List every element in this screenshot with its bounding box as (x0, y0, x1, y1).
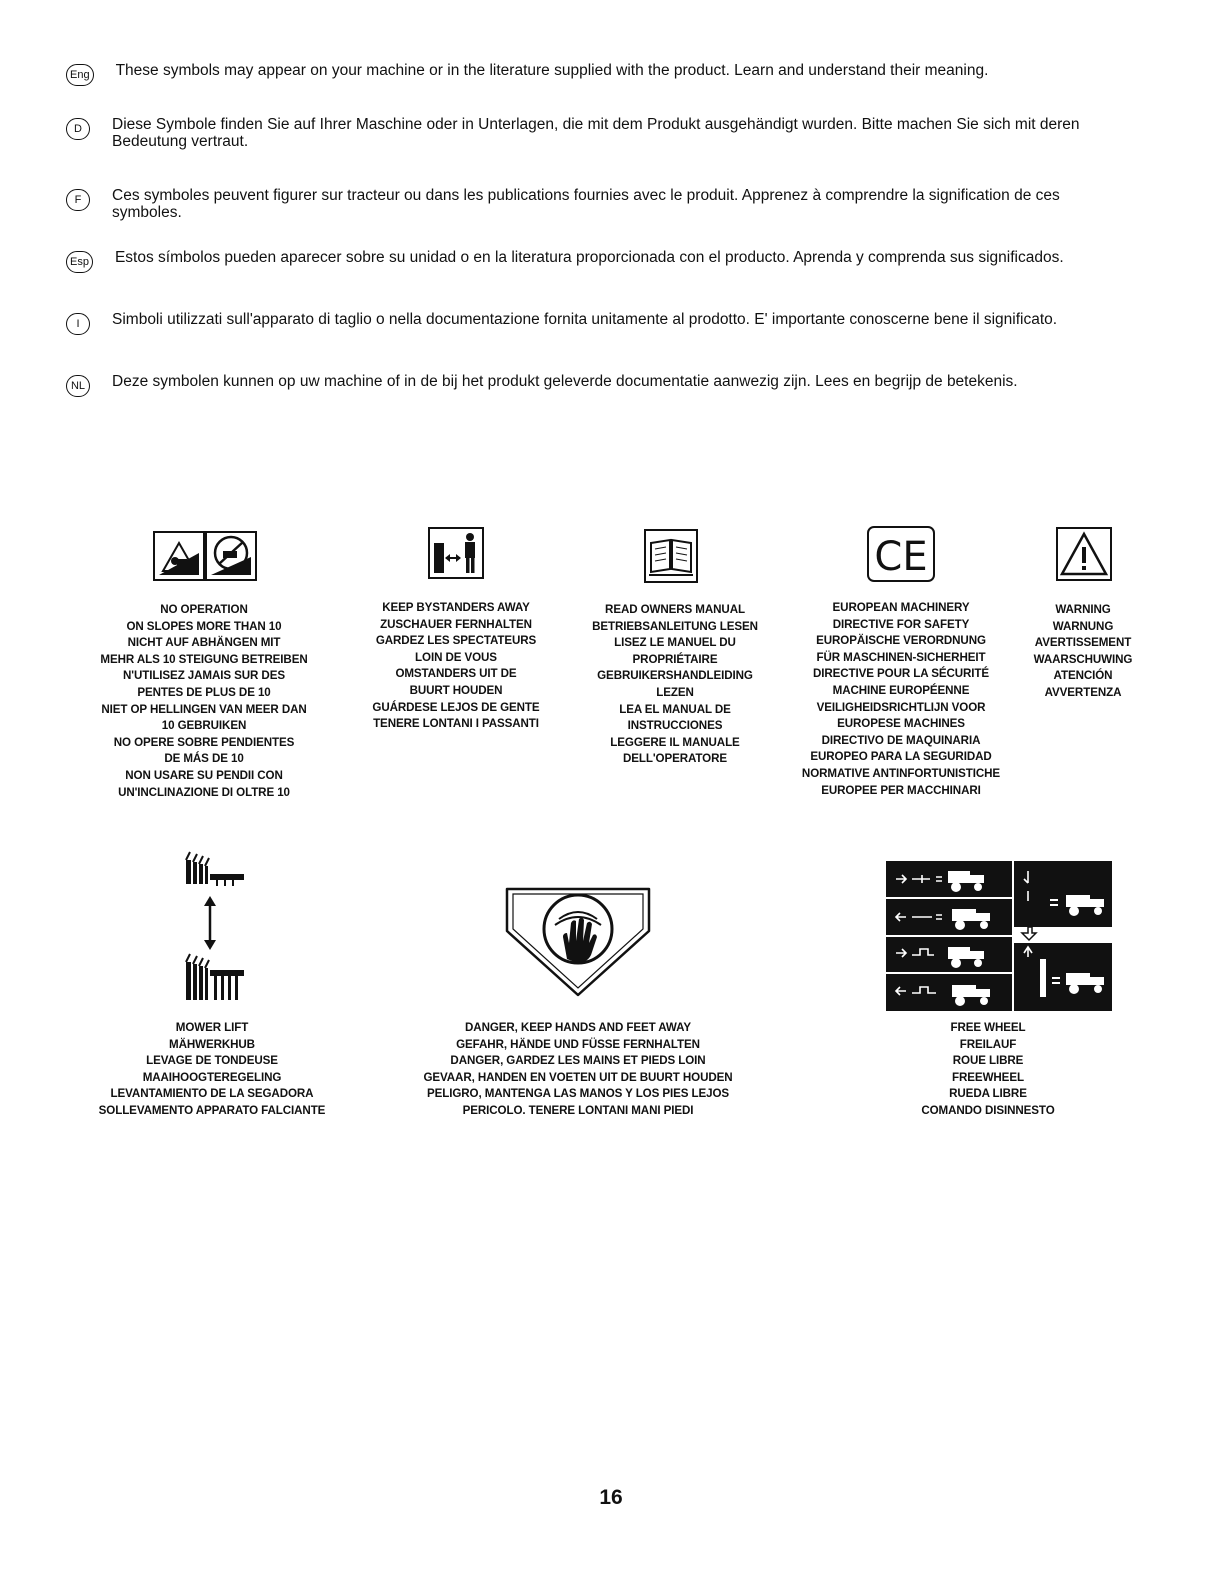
caption-warning (1020, 602, 1146, 702)
caption-line: NIET OP HELLINGEN VAN MEER DAN (101, 702, 307, 716)
caption-line: DIRECTIVE POUR LA SÉCURITÉ (812, 667, 990, 681)
caption-line: KEEP BYSTANDERS AWAY (382, 601, 530, 614)
caption-line: ROUE LIBRE (952, 1054, 1024, 1068)
caption-line: FREILAUF (959, 1037, 1017, 1051)
caption-line: MÄHWERKHUB (169, 1037, 255, 1051)
caption-line: INSTRUCCIONES (627, 719, 723, 733)
caption-ce (778, 600, 1024, 799)
caption-line: RUEDA LIBRE (949, 1087, 1027, 1101)
caption-line: GUÁRDESE LEJOS DE GENTE (372, 700, 540, 714)
keep-hands-feet-away-icon (503, 885, 653, 999)
caption-line: LEA EL MANUAL DE (619, 702, 731, 716)
caption-line: GARDEZ LES SPECTATEURS (375, 634, 537, 648)
caption-line: AVERTISSEMENT (1034, 636, 1132, 650)
read-manual-icon (644, 529, 698, 583)
caption-line: WARNUNG (1052, 619, 1114, 633)
caption-manual (566, 602, 784, 768)
caption-line: DANGER, GARDEZ LES MAINS ET PIEDS LOIN (450, 1054, 706, 1068)
caption-line: OMSTANDERS UIT DE (395, 667, 517, 681)
caption-line: MEHR ALS 10 STEIGUNG BETREIBEN (100, 652, 308, 666)
page-number: 16 (599, 1486, 623, 1509)
caption-line: EUROPÄISCHE VERORDNUNG (816, 634, 986, 648)
caption-line: NO OPERATION (160, 603, 248, 616)
caption-line: DE MÁS DE 10 (164, 752, 244, 766)
caption-line: ATENCIÓN (1053, 669, 1113, 683)
intro-text-it: Simboli utilizzati sull'apparato di taglio o nella documentazione fornita unitamente al prodotto. E' importante conoscerne bene il significato. (112, 311, 1058, 328)
intro-row-es (66, 249, 1126, 273)
caption-line: NORMATIVE ANTINFORTUNISTICHE (801, 766, 1001, 780)
keep-bystanders-away-icon (428, 527, 484, 579)
caption-line: NON USARE SU PENDII CON (125, 768, 283, 782)
caption-line: DANGER, KEEP HANDS AND FEET AWAY (465, 1021, 691, 1034)
intro-text-es: Estos símbolos pueden aparecer sobre su unidad o en la literatura proporcionada con el producto. Aprenda y comprenda sus significados. (114, 249, 1064, 266)
no-slope-operation-icon (153, 531, 257, 581)
caption-line: PROPRIÉTAIRE (632, 652, 718, 666)
caption-line: PELIGRO, MANTENGA LAS MANOS Y LOS PIES LEJOS (426, 1087, 730, 1101)
caption-line: LISEZ LE MANUEL DU (614, 636, 736, 650)
caption-line: FÜR MASCHINEN-SICHERHEIT (816, 650, 986, 664)
intro-row-fr (66, 187, 1126, 221)
caption-line: GEFAHR, HÄNDE UND FÜSSE FERNHALTEN (456, 1037, 700, 1051)
intro-row-eng (66, 62, 1126, 86)
caption-line: LEZEN (656, 685, 694, 699)
caption-danger-hands (372, 1020, 784, 1120)
caption-line: EUROPEE PER MACCHINARI (821, 783, 981, 797)
caption-line: BUURT HOUDEN (409, 683, 503, 697)
caption-bystanders (338, 600, 574, 733)
intro-row-de (66, 116, 1126, 150)
caption-line: DIRECTIVO DE MAQUINARIA (821, 733, 981, 747)
caption-line: FREEWHEEL (952, 1070, 1024, 1084)
free-wheel-icon (886, 861, 1112, 1011)
caption-line: FREE WHEEL (950, 1021, 1026, 1034)
caption-line: WAARSCHUWING (1033, 652, 1133, 666)
intro-row-it (66, 311, 1126, 335)
intro-text-fr: Ces symboles peuvent figurer sur tracteur ou dans les publications fournies avec le produit. Apprenez à comprendre la signification de ces symboles. (112, 187, 1060, 221)
mower-lift-icon (180, 846, 250, 1006)
caption-line: LEVAGE DE TONDEUSE (146, 1054, 278, 1068)
caption-line: COMANDO DISINNESTO (921, 1103, 1055, 1117)
lang-badge-fr: F (66, 189, 90, 211)
intro-text-nl: Deze symbolen kunnen op uw machine of in de bij het produkt geleverde documentatie aanwezig zijn. Lees en begrijp de betekenis. (112, 373, 1018, 390)
caption-line: PENTES DE PLUS DE 10 (137, 685, 271, 699)
caption-line: 10 GEBRUIKEN (161, 719, 247, 733)
intro-text-eng: These symbols may appear on your machine or in the literature supplied with the product. Learn and understand their meaning. (115, 62, 989, 79)
caption-line: MOWER LIFT (175, 1021, 249, 1034)
intro-text-de: Diese Symbole finden Sie auf Ihrer Maschine oder in Unterlagen, die mit dem Produkt ausgehändigt wurden. Bitte machen Sie sich mit deren Bedeutung vertraut. (112, 116, 1080, 150)
caption-line: GEVAAR, HANDEN EN VOETEN UIT DE BUURT HOUDEN (423, 1070, 733, 1084)
caption-line: NO OPERE SOBRE PENDIENTES (113, 735, 295, 749)
lang-badge-it: I (66, 313, 90, 335)
caption-line: MACHINE EUROPÉENNE (832, 683, 970, 697)
caption-line: UN'INCLINAZIONE DI OLTRE 10 (118, 785, 290, 799)
caption-mower-lift (66, 1020, 358, 1120)
caption-line: VEILIGHEIDSRICHTLIJN VOOR (816, 700, 986, 714)
caption-line: LOIN DE VOUS (415, 650, 497, 664)
lang-badge-es: Esp (66, 251, 93, 273)
caption-line: SOLLEVAMENTO APPARATO FALCIANTE (98, 1103, 326, 1117)
caption-line: PERICOLO. TENERE LONTANI MANI PIEDI (462, 1103, 694, 1117)
caption-line: LEVANTAMIENTO DE LA SEGADORA (110, 1087, 314, 1101)
caption-line: EUROPEO PARA LA SEGURIDAD (810, 750, 992, 764)
caption-line: TENERE LONTANI I PASSANTI (373, 717, 539, 731)
lang-badge-de: D (66, 118, 90, 140)
ce-mark-text: CE (874, 534, 928, 580)
caption-free-wheel (898, 1020, 1078, 1120)
caption-line: DELL'OPERATORE (623, 752, 727, 766)
caption-line: N'UTILISEZ JAMAIS SUR DES (123, 669, 285, 683)
caption-line: NICHT AUF ABHÄNGEN MIT (127, 636, 281, 650)
caption-no-slope (66, 602, 342, 801)
caption-line: ZUSCHAUER FERNHALTEN (380, 617, 532, 631)
caption-line: AVVERTENZA (1044, 685, 1122, 699)
caption-line: MAAIHOOGTEREGELING (142, 1070, 282, 1084)
caption-line: EUROPEAN MACHINERY (832, 601, 970, 614)
lang-badge-eng: Eng (66, 64, 94, 86)
caption-line: GEBRUIKERSHANDLEIDING (597, 669, 753, 683)
caption-line: WARNING (1055, 603, 1111, 616)
caption-line: READ OWNERS MANUAL (605, 603, 745, 616)
lang-badge-nl: NL (66, 375, 90, 397)
warning-triangle-icon (1056, 527, 1112, 581)
caption-line: EUROPESE MACHINES (837, 717, 965, 731)
intro-row-nl (66, 373, 1126, 397)
caption-line: DIRECTIVE FOR SAFETY (832, 617, 970, 631)
caption-line: ON SLOPES MORE THAN 10 (126, 619, 282, 633)
caption-line: LEGGERE IL MANUALE (610, 735, 740, 749)
caption-line: BETRIEBSANLEITUNG LESEN (592, 619, 758, 633)
ce-mark-icon (867, 526, 935, 582)
